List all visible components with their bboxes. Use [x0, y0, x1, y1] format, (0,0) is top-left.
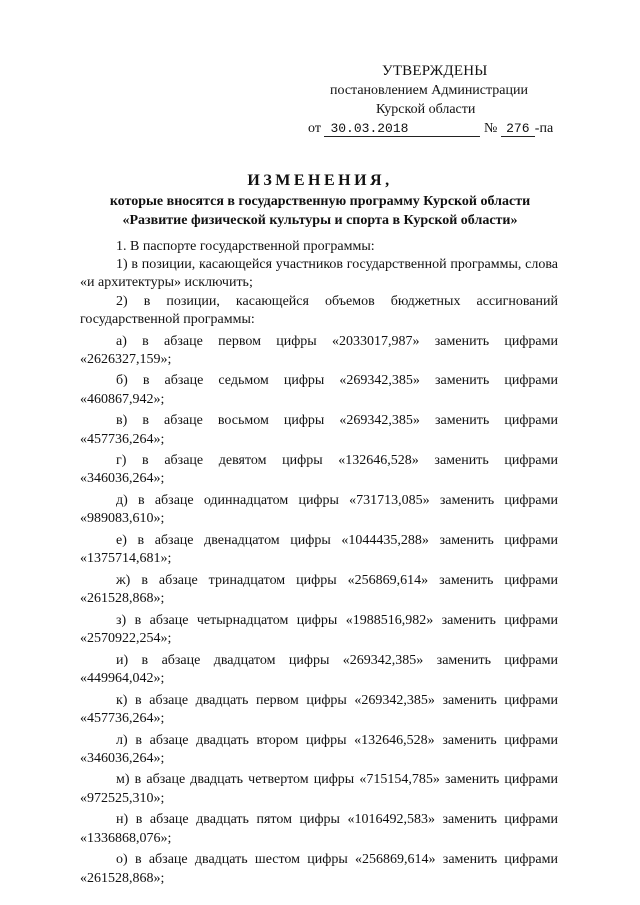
- paragraph: н) в абзаце двадцать пятом цифры «1016492,583» заменить цифрами «1336868,076»;: [80, 812, 558, 846]
- paragraph: б) в абзаце седьмом цифры «269342,385» заменить цифрами «460867,942»;: [80, 373, 558, 407]
- paragraph: 2) в позиции, касающейся объемов бюджетных ассигнований государственной программы:: [80, 293, 558, 327]
- paragraph: в) в абзаце восьмом цифры «269342,385» заменить цифрами «457736,264»;: [80, 413, 558, 447]
- paragraph: о) в абзаце двадцать шестом цифры «256869,614» заменить цифрами «261528,868»;: [80, 852, 558, 886]
- document-body: [80, 238, 558, 888]
- approval-region-line: Курской области: [376, 102, 476, 117]
- paragraph: и) в абзаце двадцатом цифры «269342,385» заменить цифрами «449964,042»;: [80, 652, 558, 686]
- approval-title: УТВЕРЖДЕНЫ: [382, 63, 488, 79]
- paragraph: з) в абзаце четырнадцатом цифры «1988516,982» заменить цифрами «2570922,254»;: [80, 612, 558, 647]
- paragraph: д) в абзаце одиннадцатом цифры «731713,085» заменить цифрами «989083,610»;: [80, 493, 558, 527]
- document-heading: [80, 170, 560, 230]
- paragraph: л) в абзаце двадцать втором цифры «132646,528» заменить цифрами «346036,264»;: [80, 732, 558, 766]
- paragraph: ж) в абзаце тринадцатом цифры «256869,614» заменить цифрами «261528,868»;: [80, 572, 558, 607]
- paragraph: 1. В паспорте государственной программы:: [116, 239, 375, 254]
- document-title: ИЗМЕНЕНИЯ,: [247, 172, 393, 189]
- paragraph: е) в абзаце двенадцатом цифры «1044435,288» заменить цифрами «1375714,681»;: [80, 533, 558, 567]
- number-label: №: [483, 121, 498, 136]
- paragraph: г) в абзаце девятом цифры «132646,528» заменить цифрами «346036,264»;: [80, 453, 558, 487]
- document-subtitle-line-2: «Развитие физической культуры и спорта в Курской области»: [122, 213, 518, 228]
- approval-block: [300, 62, 570, 138]
- paragraph: 1) в позиции, касающейся участников государственной программы, слова «и архитектуры» исключить;: [80, 257, 558, 291]
- document-subtitle-line-1: которые вносятся в государственную программу Курской области: [109, 194, 531, 209]
- approval-date-number-line: [308, 119, 570, 138]
- approval-decree-line: постановлением Администрации: [330, 83, 528, 98]
- decree-number: 276: [501, 121, 535, 137]
- from-label: от: [308, 121, 321, 136]
- paragraph: к) в абзаце двадцать первом цифры «269342,385» заменить цифрами «457736,264»;: [80, 692, 558, 726]
- number-suffix: -па: [534, 121, 554, 136]
- decree-date: 30.03.2018: [324, 121, 480, 137]
- paragraph: а) в абзаце первом цифры «2033017,987» заменить цифрами «2626327,159»;: [80, 333, 558, 367]
- paragraph: м) в абзаце двадцать четвертом цифры «715154,785» заменить цифрами «972525,310»;: [80, 772, 558, 806]
